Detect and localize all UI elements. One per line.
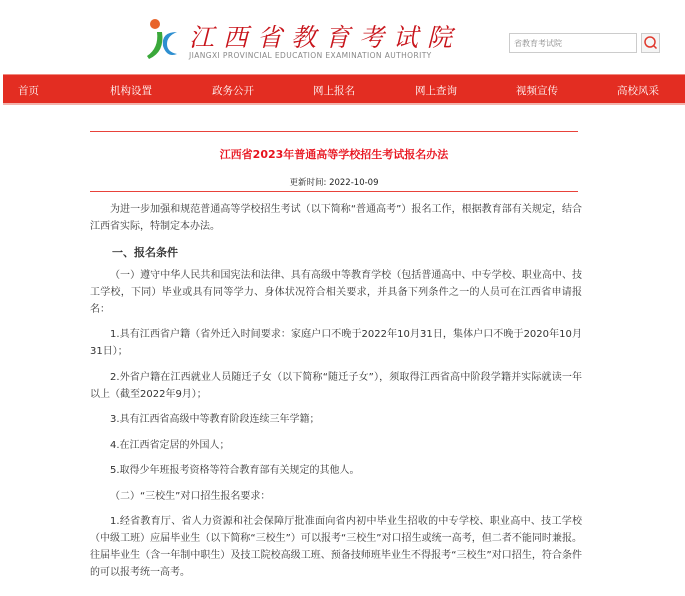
divider [90,191,578,192]
paragraph: （一）遵守中华人民共和国宪法和法律、具有高级中等教育学校（包括普通高中、中专学校、职业高中、技工学校，下同）毕业或具有同等学力、身体状况符合相关要求，并具备下列条件之一的人员可在江西省申请报名： [90,269,582,315]
nav-universities[interactable]: 高校风采 [617,85,659,97]
nav-online-query[interactable]: 网上查询 [415,85,457,97]
divider [90,131,578,132]
paragraph: 为进一步加强和规范普通高等学校招生考试（以下简称“普通高考”）报名工作，根据教育部有关规定，结合江西省实际，特制定本办法。 [90,204,582,232]
section-heading: 一、报名条件 [112,245,178,259]
paragraph: 2.外省户籍在江西就业人员随迁子女（以下简称“随迁子女”），须取得江西省高中阶段学籍并实际就读一年以上（截至2022年9月）； [90,371,582,400]
nav-home[interactable]: 首页 [18,85,39,97]
logo-chinese-name: 江西省教育考试院 [189,23,462,52]
paragraph: 4.在江西省定居的外国人； [110,439,230,451]
search-input[interactable]: 省教育考试院 [509,33,637,53]
search-icon [642,34,659,52]
logo-english-name: JIANGXI PROVINCIAL EDUCATION EXAMINATION AUTHORITY [189,51,432,60]
nav-government-affairs[interactable]: 政务公开 [212,85,254,97]
paragraph: （二）“三校生”对口招生报名要求： [110,490,271,502]
nav-online-registration[interactable]: 网上报名 [313,85,355,97]
site-logo[interactable] [143,18,483,62]
logo-mark-icon [143,18,179,60]
main-nav [3,74,685,105]
paragraph: 1.经省教育厅、省人力资源和社会保障厅批准面向省内初中毕业生招收的中专学校、职业高中、技工学校（中级工班）应届毕业生（以下简称“三校生”）可以报考“三校生”对口招生或统一高考，但二者不能同时兼报。往届毕业生（含一年制中职生）及技工院校高级工班、预备技师班毕业生不得报考“三校生”对口招生，符合条件的可以报考统一高考。 [90,516,582,578]
article-body [90,201,582,590]
update-date: 更新时间: 2022-10-09 [289,178,379,188]
paragraph: 1.具有江西省户籍（省外迁入时间要求：家庭户口不晚于2022年10月31日，集体户口不晚于2020年10月31日）； [90,329,582,357]
paragraph: 3.具有江西省高级中等教育阶段连续三年学籍； [110,414,320,425]
search-button[interactable] [641,33,660,53]
nav-organization[interactable]: 机构设置 [110,85,152,97]
article-title: 江西省2023年普通高等学校招生考试报名办法 [219,148,449,161]
paragraph: 5.取得少年班报考资格等符合教育部有关规定的其他人。 [110,465,360,476]
nav-video[interactable]: 视频宣传 [516,85,558,97]
